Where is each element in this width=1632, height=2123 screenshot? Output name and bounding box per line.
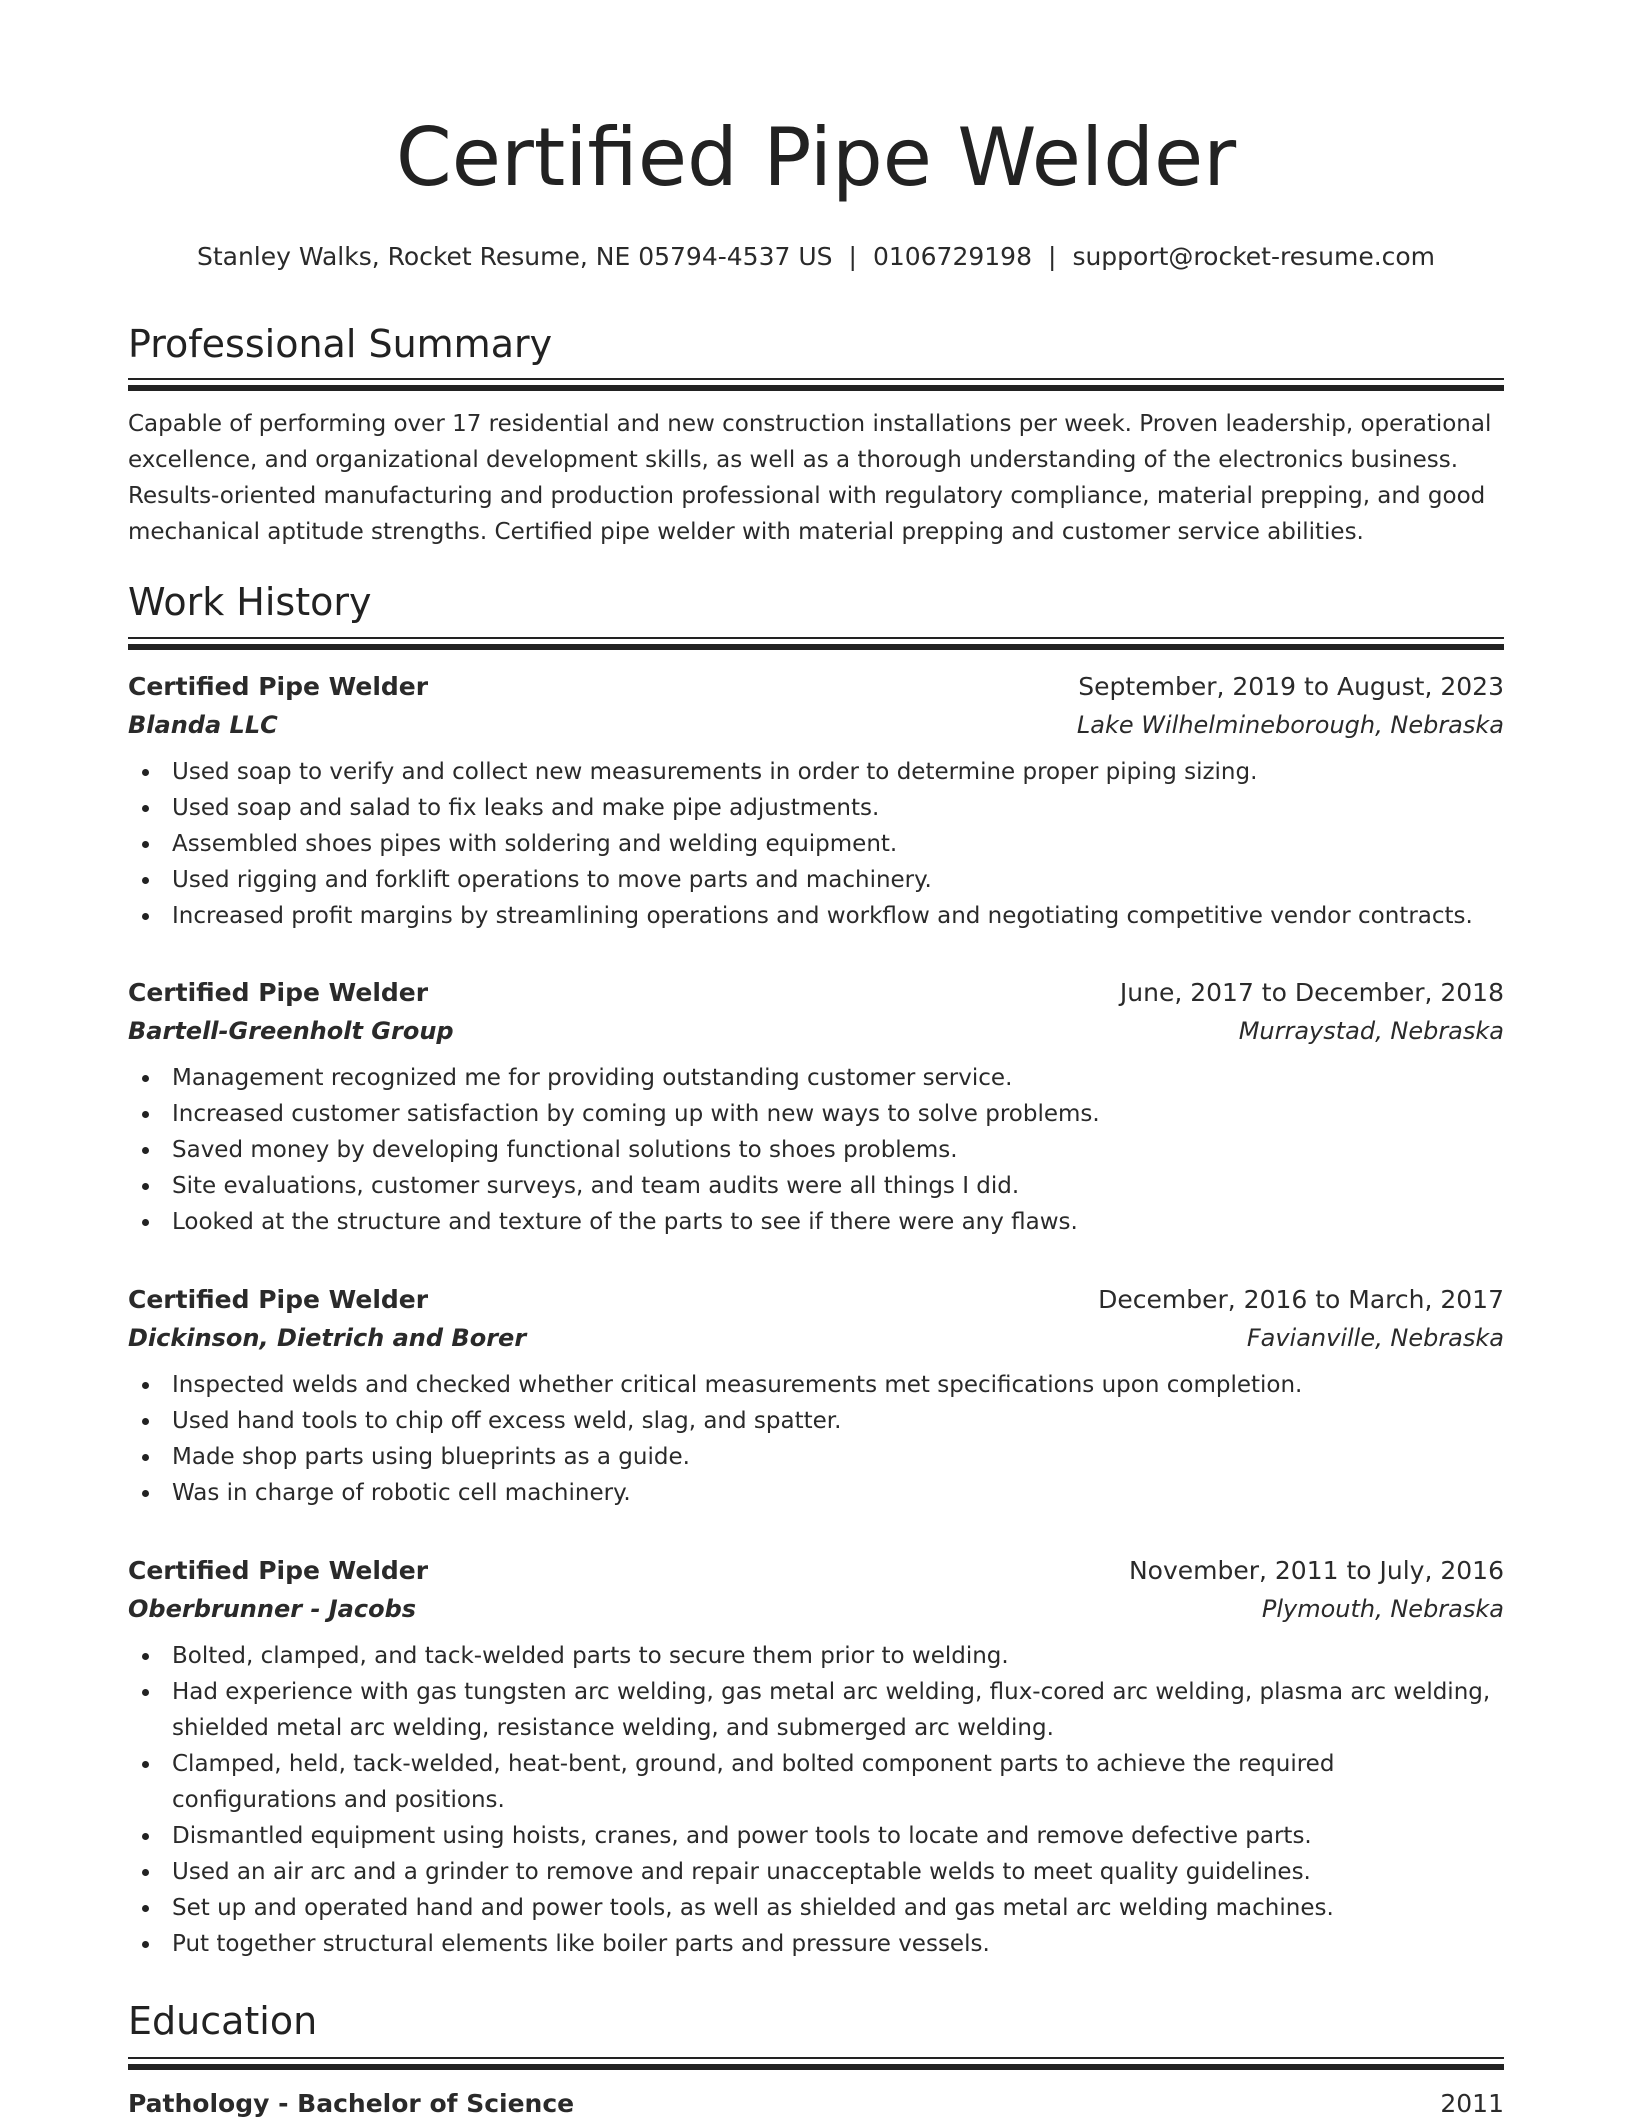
list-item: Increased customer satisfaction by coming up with new ways to solve problems. <box>128 1096 1504 1132</box>
job-dates: June, 2017 to December, 2018 <box>1119 978 1504 1007</box>
list-item: Clamped, held, tack-welded, heat-bent, ground, and bolted component parts to achieve the required configurations and positions. <box>128 1746 1504 1818</box>
list-item: Assembled shoes pipes with soldering and welding equipment. <box>128 826 1504 862</box>
list-item: Put together structural elements like boiler parts and pressure vessels. <box>128 1926 1504 1962</box>
contact-separator: | <box>848 242 857 271</box>
job-bullets <box>128 754 1504 934</box>
education-degree: Pathology - Bachelor of Science <box>128 2089 575 2118</box>
list-item: Made shop parts using blueprints as a guide. <box>128 1439 1504 1475</box>
education-entry <box>128 2085 1504 2123</box>
job-location: Lake Wilhelmineborough, Nebraska <box>1076 711 1504 739</box>
list-item: Saved money by developing functional solutions to shoes problems. <box>128 1132 1504 1168</box>
job-location: Plymouth, Nebraska <box>1261 1595 1504 1623</box>
job-company: Dickinson, Dietrich and Borer <box>128 1324 527 1352</box>
job-location: Murraystad, Nebraska <box>1238 1017 1504 1045</box>
list-item: Inspected welds and checked whether critical measurements met specifications upon completion. <box>128 1367 1504 1403</box>
job-dates: November, 2011 to July, 2016 <box>1128 1556 1504 1585</box>
job-bullets <box>128 1367 1504 1511</box>
contact-line <box>128 240 1504 274</box>
list-item: Looked at the structure and texture of the parts to see if there were any flaws. <box>128 1204 1504 1240</box>
contact-email: support@rocket-resume.com <box>1072 242 1436 271</box>
contact-separator: | <box>1048 242 1057 271</box>
job-entry <box>128 1281 1504 1511</box>
contact-address: Stanley Walks, Rocket Resume, NE 05794-4537 US <box>196 242 833 271</box>
job-dates: December, 2016 to March, 2017 <box>1098 1285 1504 1314</box>
summary-text: Capable of performing over 17 residential and new construction installations per week. Proven leadership, operational excellence, and organizational development skills, as well as a thorough understanding of the electronics business. Results-oriented manufacturing and production professional with regulatory compliance, material prepping, and good mechanical aptitude strengths. Certified pipe welder with material prepping and customer service abilities. <box>128 411 1492 545</box>
job-company: Blanda LLC <box>128 711 278 739</box>
list-item: Management recognized me for providing outstanding customer service. <box>128 1060 1504 1096</box>
job-entry <box>128 974 1504 1240</box>
contact-phone: 0106729198 <box>872 242 1032 271</box>
list-item: Used soap and salad to fix leaks and make pipe adjustments. <box>128 790 1504 826</box>
list-item: Bolted, clamped, and tack-welded parts to secure them prior to welding. <box>128 1638 1504 1674</box>
list-item: Increased profit margins by streamlining operations and workflow and negotiating competitive vendor contracts. <box>128 898 1504 934</box>
job-company: Oberbrunner - Jacobs <box>128 1595 417 1623</box>
list-item: Dismantled equipment using hoists, cranes, and power tools to locate and remove defective parts. <box>128 1818 1504 1854</box>
job-title: Certified Pipe Welder <box>128 978 429 1007</box>
section-divider <box>128 378 1504 391</box>
list-item: Was in charge of robotic cell machinery. <box>128 1475 1504 1511</box>
section-divider <box>128 637 1504 650</box>
list-item: Used rigging and forklift operations to move parts and machinery. <box>128 862 1504 898</box>
job-entry <box>128 1552 1504 1962</box>
job-title: Certified Pipe Welder <box>128 1556 429 1585</box>
job-bullets <box>128 1060 1504 1240</box>
list-item: Used soap to verify and collect new measurements in order to determine proper piping sizing. <box>128 754 1504 790</box>
list-item: Used hand tools to chip off excess weld, slag, and spatter. <box>128 1403 1504 1439</box>
job-bullets <box>128 1638 1504 1962</box>
education-year: 2011 <box>1440 2089 1504 2118</box>
job-title: Certified Pipe Welder <box>128 1285 429 1314</box>
job-entry <box>128 668 1504 934</box>
list-item: Site evaluations, customer surveys, and team audits were all things I did. <box>128 1168 1504 1204</box>
job-company: Bartell-Greenholt Group <box>128 1017 454 1045</box>
list-item: Had experience with gas tungsten arc welding, gas metal arc welding, flux-cored arc welding, plasma arc welding, shielded metal arc welding, resistance welding, and submerged arc welding. <box>128 1674 1504 1746</box>
summary-heading: Professional Summary <box>128 322 553 366</box>
list-item: Used an air arc and a grinder to remove and repair unacceptable welds to meet quality guidelines. <box>128 1854 1504 1890</box>
resume-title: Certified Pipe Welder <box>395 111 1237 204</box>
education-heading: Education <box>128 1999 318 2043</box>
work-history-heading: Work History <box>128 580 372 624</box>
job-title: Certified Pipe Welder <box>128 672 429 701</box>
list-item: Set up and operated hand and power tools, as well as shielded and gas metal arc welding machines. <box>128 1890 1504 1926</box>
job-dates: September, 2019 to August, 2023 <box>1078 672 1504 701</box>
job-location: Favianville, Nebraska <box>1246 1324 1504 1352</box>
section-divider <box>128 2057 1504 2070</box>
